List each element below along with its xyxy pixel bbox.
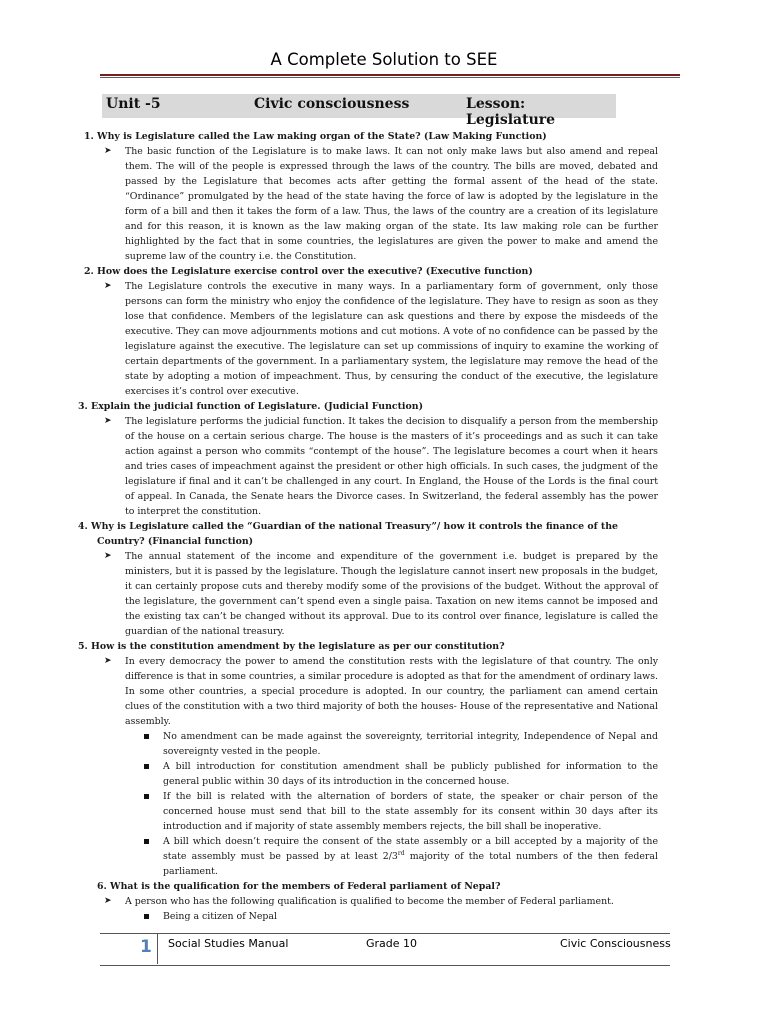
arrow-bullet-icon: ➤ — [104, 656, 112, 666]
answer-6 — [78, 894, 658, 909]
list-item — [78, 729, 658, 759]
question-2-title: 2. How does the Legislature exercise control over the executive? (Executive function) — [84, 266, 533, 277]
list-item-text: A bill introduction for constitution amendment shall be publicly published for information to the general public within 30 days of its introduction in the concerned house. — [163, 761, 658, 787]
unit-bar — [102, 94, 616, 128]
answer-1-text: The basic function of the Legislature is to make laws. It can not only make laws but also amend and repeal them. The will of the people is expressed through the laws of the country. The bills are moved, debated and passed by the Legislature that becomes acts after getting the formal assent of the head of the state. “Ordinance” promulgated by the head of the state having the force of law is adopted by the legislature in the form of a bill and then it takes the form of a law. Thus, the laws of the country are a creation of its legislature and for this reason, it is known as the law making organ of the state. Its law making role can be further highlighted by the fact that in some countries, the legislatures are given the power to make and amend the supreme law of the country i.e. the Constitution. — [125, 146, 658, 262]
list-item-text-post: majority of the total numbers of the then federal parliament. — [163, 851, 658, 877]
list-item — [78, 909, 658, 924]
answer-6-text: A person who has the following qualification is qualified to become the member of Federal parliament. — [125, 896, 614, 907]
square-bullet-icon — [144, 764, 149, 769]
question-6-title: 6. What is the qualification for the members of Federal parliament of Nepal? — [97, 881, 501, 892]
square-bullet-icon — [144, 794, 149, 799]
arrow-bullet-icon: ➤ — [104, 416, 112, 426]
arrow-bullet-icon: ➤ — [104, 281, 112, 291]
list-item-text-pre: A bill which doesn’t require the consent of the state assembly or a bill accepted by a majority of the state assembly must be passed by at least 2/3 — [163, 836, 658, 862]
topic-label: Civic consciousness — [254, 96, 410, 112]
footer-subject: Civic Consciousness — [560, 937, 671, 950]
answer-5-text: In every democracy the power to amend the constitution rests with the legislature of that country. The only difference is that in some countries, a similar procedure is adopted as that for the amendment of ordinary laws. In some other countries, a special procedure is adopted. In our country, the parliament can amend certain clues of the constitution with a two third majority of both the houses- House of the representative and National assembly. — [125, 656, 658, 727]
footer-divider — [100, 933, 670, 934]
arrow-bullet-icon: ➤ — [104, 551, 112, 561]
document-header-title: A Complete Solution to SEE — [270, 50, 498, 69]
answer-2-text: The Legislature controls the executive in many ways. In a parliamentary form of government, only those persons can form the ministry who enjoy the confidence of the legislature. They have to resign as soon as they lose that confidence. Members of the legislature can ask questions and there by expose the misdeeds of the executive. They can move adjournments motions and cut motions. A vote of no confidence can be passed by the legislature against the executive. The legislature can set up commissions of inquiry to examine the working of certain departments of the government. In a parliamentary system, the legislature may remove the head of the state by adopting a motion of impeachment. Thus, by censuring the conduct of the executive, the legislature exercises it’s control over executive. — [125, 281, 658, 397]
question-5-title: 5. How is the constitution amendment by the legislature as per our constitution? — [78, 641, 505, 652]
answer-1 — [78, 144, 658, 264]
square-bullet-icon — [144, 839, 149, 844]
list-item-text: No amendment can be made against the sovereignty, territorial integrity, Independence of Nepal and sovereignty vested in the people. — [163, 731, 658, 757]
unit-label: Unit -5 — [106, 96, 161, 112]
answer-3 — [78, 414, 658, 519]
footer-bottom-rule — [100, 965, 670, 966]
arrow-bullet-icon: ➤ — [104, 146, 112, 156]
question-1-title: 1. Why is Legislature called the Law making organ of the State? (Law Making Function) — [84, 131, 547, 142]
answer-5 — [78, 654, 658, 729]
answer-2 — [78, 279, 658, 399]
list-item-text: If the bill is related with the alternation of borders of state, the speaker or chair person of the concerned house must send that bill to the state assembly for its consent within 30 days after its introduction and if majority of state assembly members rejects, the bill shall be inoperative. — [163, 791, 658, 832]
arrow-bullet-icon: ➤ — [104, 896, 112, 906]
superscript: rd — [397, 849, 405, 857]
footer-separator — [157, 934, 158, 964]
square-bullet-icon — [144, 914, 149, 919]
question-3-title: 3. Explain the judicial function of Legislature. (Judicial Function) — [78, 401, 424, 412]
answer-3-text: The legislature performs the judicial function. It takes the decision to disqualify a person from the membership of the house on a certain serious charge. The house is the masters of it’s proceedings and as such it can take action against a person who commits “contempt of the house”. The legislature becomes a court when it hears and tries cases of impeachment against the president or other high officials. In such cases, the judgment of the legislature if final and it can’t be challenged in any court. In England, the House of the Lords is the final court of appeal. In Canada, the Senate hears the Divorce cases. In Switzerland, the federal assembly has the power to interpret the constitution. — [125, 416, 658, 517]
page-number: 1 — [140, 937, 152, 957]
document-body — [78, 129, 658, 924]
list-item — [78, 834, 658, 879]
question-4-title: 4. Why is Legislature called the “Guardian of the national Treasury”/ how it controls the finance of the Country? (Financial function) — [78, 521, 618, 547]
footer-grade: Grade 10 — [366, 937, 418, 950]
header-rule — [100, 74, 680, 76]
header-rule-thin — [100, 77, 680, 78]
footer-manual: Social Studies Manual — [168, 937, 289, 950]
list-item — [78, 789, 658, 834]
square-bullet-icon — [144, 734, 149, 739]
lesson-label: Lesson: Legislature — [466, 96, 556, 128]
list-item-text: Being a citizen of Nepal — [163, 911, 277, 922]
answer-4-text: The annual statement of the income and expenditure of the government i.e. budget is prepared by the ministers, but it is passed by the legislature. Though the legislature cannot insert new proposals in the budget, it can certainly propose cuts and thereby modify some of the provisions of the budget. Without the approval of the legislature, the government can’t spend even a single paisa. Taxation on new items cannot be imposed and the existing tax can’t be changed without its approval. Due to its control over finance, legislature is called the guardian of the national treasury. — [125, 551, 658, 637]
list-item — [78, 759, 658, 789]
answer-4 — [78, 549, 658, 639]
